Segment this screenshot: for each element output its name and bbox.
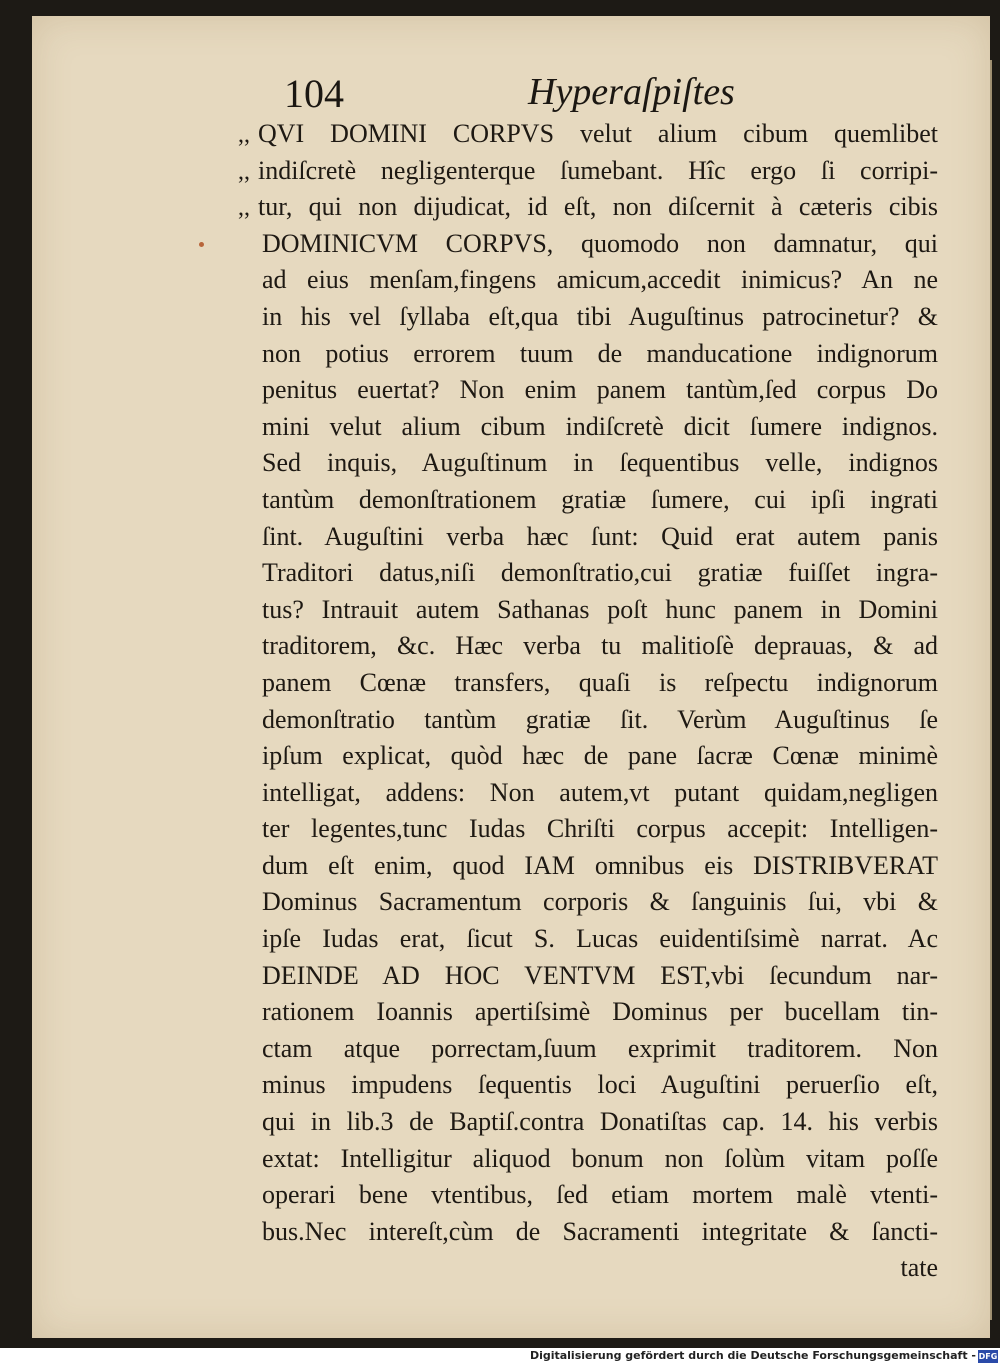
line-text: ctam atque porrectam,ſuum exprimit traditorem. Non [262, 1033, 938, 1063]
text-line [238, 116, 938, 153]
footer-credit: Digitalisierung gefördert durch die Deutsche Forschungsgemeinschaft - [529, 1349, 976, 1362]
text-line [262, 226, 938, 263]
text-line [262, 519, 938, 556]
line-text: non potius errorem tuum de manducatione indignorum [262, 338, 938, 368]
line-text: ad eius menſam,fingens amicum,accedit inimicus? An ne [262, 265, 938, 295]
line-text: tur, qui non dijudicat, id eſt, non diſcernit à cæteris cibis [258, 192, 938, 222]
text-line [262, 884, 938, 921]
line-text: Dominus Sacramentum corporis & ſanguinis ſui, vbi & [262, 887, 938, 917]
line-text: rationem Ioannis apertiſsimè Dominus per bucellam tin- [262, 997, 938, 1027]
text-line [262, 409, 938, 446]
text-line [262, 1177, 938, 1214]
quotation-mark: ,, [238, 122, 250, 148]
text-block [238, 116, 938, 1287]
text-line [262, 665, 938, 702]
line-text: penitus euertat? Non enim panem tantùm,ſed corpus Do [262, 375, 938, 405]
text-line [262, 1214, 938, 1251]
line-text: mini velut alium cibum indiſcretè dicit ſumere indignos. [262, 411, 938, 441]
line-text: ter legentes,tunc Iudas Chriſti corpus accepit: Intelligen- [262, 814, 938, 844]
catchword: tate [900, 1253, 938, 1283]
text-line [262, 262, 938, 299]
line-text: ipſe Iudas erat, ſicut S. Lucas euidentiſsimè narrat. Ac [262, 924, 938, 954]
page-number: 104 [284, 71, 344, 116]
line-text: bus.Nec intereſt,cùm de Sacramenti integritate & ſancti- [262, 1216, 938, 1246]
text-line [262, 372, 938, 409]
text-line [262, 1067, 938, 1104]
text-line [262, 628, 938, 665]
line-text: minus impudens ſequentis loci Auguſtini peruerſio eſt, [262, 1070, 938, 1100]
text-line [262, 738, 938, 775]
line-text: intelligat, addens: Non autem,vt putant quidam,negligen [262, 777, 938, 807]
text-line [262, 299, 938, 336]
line-text: in his vel ſyllaba eſt,qua tibi Auguſtinus patrocinetur? & [262, 301, 938, 331]
line-text: DEINDE AD HOC VENTVM EST,vbi ſecundum nar- [262, 960, 938, 990]
line-text: DOMINICVM CORPVS, quomodo non damnatur, qui [262, 228, 938, 258]
text-line [262, 921, 938, 958]
line-text: tantùm demonſtrationem gratiæ ſumere, cui ipſi ingrati [262, 484, 938, 514]
quotation-mark: ,, [238, 195, 250, 222]
line-text: tus? Intrauit autem Sathanas poſt hunc panem in Domini [262, 594, 938, 624]
line-text: traditorem, &c. Hæc verba tu malitioſè deprauas, & ad [262, 631, 938, 661]
line-text: Sed inquis, Auguſtinum in ſequentibus velle, indignos [262, 448, 938, 478]
text-line [262, 811, 938, 848]
text-line [238, 153, 938, 190]
line-text: QVI DOMINI CORPVS velut alium cibum quemlibet [258, 119, 938, 148]
text-line [262, 555, 938, 592]
dfg-logo: DFG [978, 1352, 998, 1361]
line-text: operari bene vtentibus, ſed etiam mortem malè vtenti- [262, 1180, 938, 1210]
text-line [262, 775, 938, 812]
running-head [284, 70, 944, 120]
line-text: ipſum explicat, quòd hæc de pane ſacræ Cœnæ minimè [262, 741, 938, 771]
line-text: Traditori datus,niſi demonſtratio,cui gratiæ fuiſſet ingra- [262, 558, 938, 588]
text-line [262, 702, 938, 739]
quotation-mark: ,, [238, 158, 250, 185]
text-line [262, 1141, 938, 1178]
footer-bar [0, 1348, 1000, 1366]
line-text: indiſcretè negligenterque ſumebant. Hîc ergo ſi corripi- [258, 155, 938, 185]
text-line [262, 592, 938, 629]
text-line [238, 189, 938, 226]
text-line [262, 445, 938, 482]
line-text: qui in lib.3 de Baptiſ.contra Donatiſtas cap. 14. his verbis [262, 1107, 938, 1137]
ink-spot [199, 242, 204, 247]
text-line [262, 1104, 938, 1141]
text-line [262, 1031, 938, 1068]
running-title: Hyperaſpiſtes [528, 71, 735, 113]
line-text: demonſtratio tantùm gratiæ ſit. Verùm Auguſtinus ſe [262, 704, 938, 734]
line-text: panem Cœnæ transfers, quaſi is reſpectu indignorum [262, 667, 938, 697]
text-line [262, 336, 938, 373]
line-text: ſint. Auguſtini verba hæc ſunt: Quid erat autem panis [262, 521, 938, 551]
text-line [262, 958, 938, 995]
text-line [262, 848, 938, 885]
text-line [262, 482, 938, 519]
line-text: extat: Intelligitur aliquod bonum non ſolùm vitam poſſe [262, 1143, 938, 1173]
line-text: dum eſt enim, quod IAM omnibus eis DISTRIBVERAT [262, 850, 938, 880]
text-line [262, 994, 938, 1031]
